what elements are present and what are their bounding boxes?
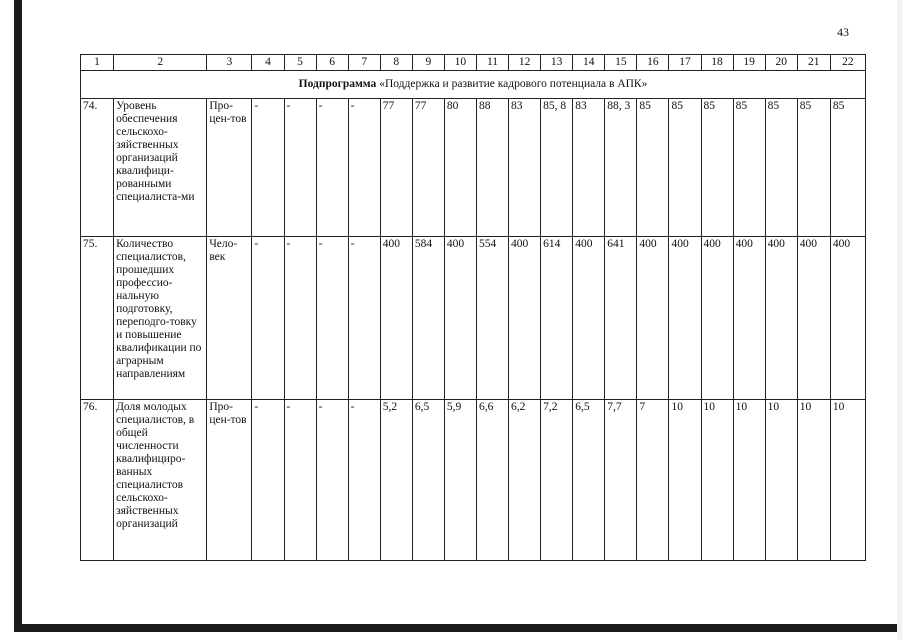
value-cell: 7,7 bbox=[605, 400, 637, 561]
value-cell: 400 bbox=[444, 237, 476, 400]
column-header-4: 4 bbox=[252, 55, 284, 71]
value-cell: 584 bbox=[412, 237, 444, 400]
unit-cell: Чело-век bbox=[207, 237, 252, 400]
value-cell: 10 bbox=[669, 400, 701, 561]
column-header-11: 11 bbox=[476, 55, 508, 71]
column-header-16: 16 bbox=[637, 55, 669, 71]
column-header-9: 9 bbox=[412, 55, 444, 71]
value-cell: - bbox=[252, 400, 284, 561]
value-cell: 6,5 bbox=[573, 400, 605, 561]
table-row bbox=[81, 237, 866, 400]
value-cell: 400 bbox=[701, 237, 733, 400]
value-cell: - bbox=[316, 99, 348, 237]
value-cell: 10 bbox=[733, 400, 765, 561]
value-cell: - bbox=[316, 237, 348, 400]
value-cell: 88 bbox=[476, 99, 508, 237]
value-cell: - bbox=[316, 400, 348, 561]
row-number: 76. bbox=[81, 400, 114, 561]
subprogram-title-cell bbox=[81, 71, 866, 99]
table-row bbox=[81, 99, 866, 237]
value-cell: - bbox=[348, 99, 380, 237]
value-cell: - bbox=[348, 400, 380, 561]
value-cell: 6,2 bbox=[509, 400, 541, 561]
value-cell: 5,9 bbox=[444, 400, 476, 561]
column-header-20: 20 bbox=[765, 55, 797, 71]
column-header-14: 14 bbox=[573, 55, 605, 71]
column-header-15: 15 bbox=[605, 55, 637, 71]
scan-bottom-border bbox=[14, 624, 902, 632]
value-cell: 400 bbox=[797, 237, 830, 400]
value-cell: 85 bbox=[797, 99, 830, 237]
value-cell: 400 bbox=[380, 237, 412, 400]
column-header-12: 12 bbox=[509, 55, 541, 71]
value-cell: 554 bbox=[476, 237, 508, 400]
column-header-19: 19 bbox=[733, 55, 765, 71]
value-cell: 400 bbox=[830, 237, 865, 400]
value-cell: 7,2 bbox=[541, 400, 573, 561]
value-cell: 85 bbox=[637, 99, 669, 237]
value-cell: 641 bbox=[605, 237, 637, 400]
subprogram-label: Подпрограмма bbox=[298, 78, 377, 90]
indicator-name: Количество специалистов, прошедших профессио-нальную подготовку, переподго-товку и повышение квалификации по аграрным направлениям bbox=[114, 237, 207, 400]
column-header-21: 21 bbox=[797, 55, 830, 71]
table-row bbox=[81, 400, 866, 561]
column-header-18: 18 bbox=[701, 55, 733, 71]
value-cell: 10 bbox=[830, 400, 865, 561]
column-header-1: 1 bbox=[81, 55, 114, 71]
value-cell: 85 bbox=[701, 99, 733, 237]
column-header-13: 13 bbox=[541, 55, 573, 71]
indicator-name: Уровень обеспечения сельскохо-зяйственных организаций квалифици-рованными специалиста-ми bbox=[114, 99, 207, 237]
column-header-8: 8 bbox=[380, 55, 412, 71]
value-cell: - bbox=[284, 400, 316, 561]
value-cell: 400 bbox=[765, 237, 797, 400]
value-cell: 85 bbox=[830, 99, 865, 237]
column-header-6: 6 bbox=[316, 55, 348, 71]
value-cell: 6,5 bbox=[412, 400, 444, 561]
column-header-3: 3 bbox=[207, 55, 252, 71]
value-cell: 400 bbox=[637, 237, 669, 400]
column-header-10: 10 bbox=[444, 55, 476, 71]
row-number: 75. bbox=[81, 237, 114, 400]
scan-right-edge bbox=[897, 0, 902, 640]
value-cell: 85 bbox=[765, 99, 797, 237]
value-cell: 88, 3 bbox=[605, 99, 637, 237]
value-cell: 7 bbox=[637, 400, 669, 561]
value-cell: - bbox=[348, 237, 380, 400]
value-cell: - bbox=[252, 99, 284, 237]
value-cell: 10 bbox=[701, 400, 733, 561]
indicator-table bbox=[80, 54, 866, 561]
value-cell: 83 bbox=[509, 99, 541, 237]
unit-cell: Про-цен-тов bbox=[207, 400, 252, 561]
indicator-name: Доля молодых специалистов, в общей численности квалифициро-ванных специалистов сельскохо-зяйственных организаций bbox=[114, 400, 207, 561]
row-number: 74. bbox=[81, 99, 114, 237]
value-cell: - bbox=[284, 237, 316, 400]
column-header-17: 17 bbox=[669, 55, 701, 71]
value-cell: 85 bbox=[669, 99, 701, 237]
column-number-row bbox=[81, 55, 866, 71]
value-cell: 400 bbox=[573, 237, 605, 400]
value-cell: 400 bbox=[669, 237, 701, 400]
value-cell: 10 bbox=[765, 400, 797, 561]
value-cell: 614 bbox=[541, 237, 573, 400]
unit-cell: Про-цен-тов bbox=[207, 99, 252, 237]
value-cell: 400 bbox=[509, 237, 541, 400]
page-number: 43 bbox=[837, 25, 849, 39]
column-header-5: 5 bbox=[284, 55, 316, 71]
value-cell: 80 bbox=[444, 99, 476, 237]
value-cell: 85, 8 bbox=[541, 99, 573, 237]
scan-left-border bbox=[14, 0, 22, 630]
column-header-2: 2 bbox=[114, 55, 207, 71]
value-cell: 10 bbox=[797, 400, 830, 561]
value-cell: 400 bbox=[733, 237, 765, 400]
subprogram-row bbox=[81, 71, 866, 99]
column-header-7: 7 bbox=[348, 55, 380, 71]
subprogram-title: «Поддержка и развитие кадрового потенциала в АПК» bbox=[376, 78, 648, 90]
value-cell: 77 bbox=[412, 99, 444, 237]
value-cell: 5,2 bbox=[380, 400, 412, 561]
value-cell: - bbox=[252, 237, 284, 400]
value-cell: - bbox=[284, 99, 316, 237]
value-cell: 85 bbox=[733, 99, 765, 237]
value-cell: 83 bbox=[573, 99, 605, 237]
column-header-22: 22 bbox=[830, 55, 865, 71]
value-cell: 6,6 bbox=[476, 400, 508, 561]
value-cell: 77 bbox=[380, 99, 412, 237]
